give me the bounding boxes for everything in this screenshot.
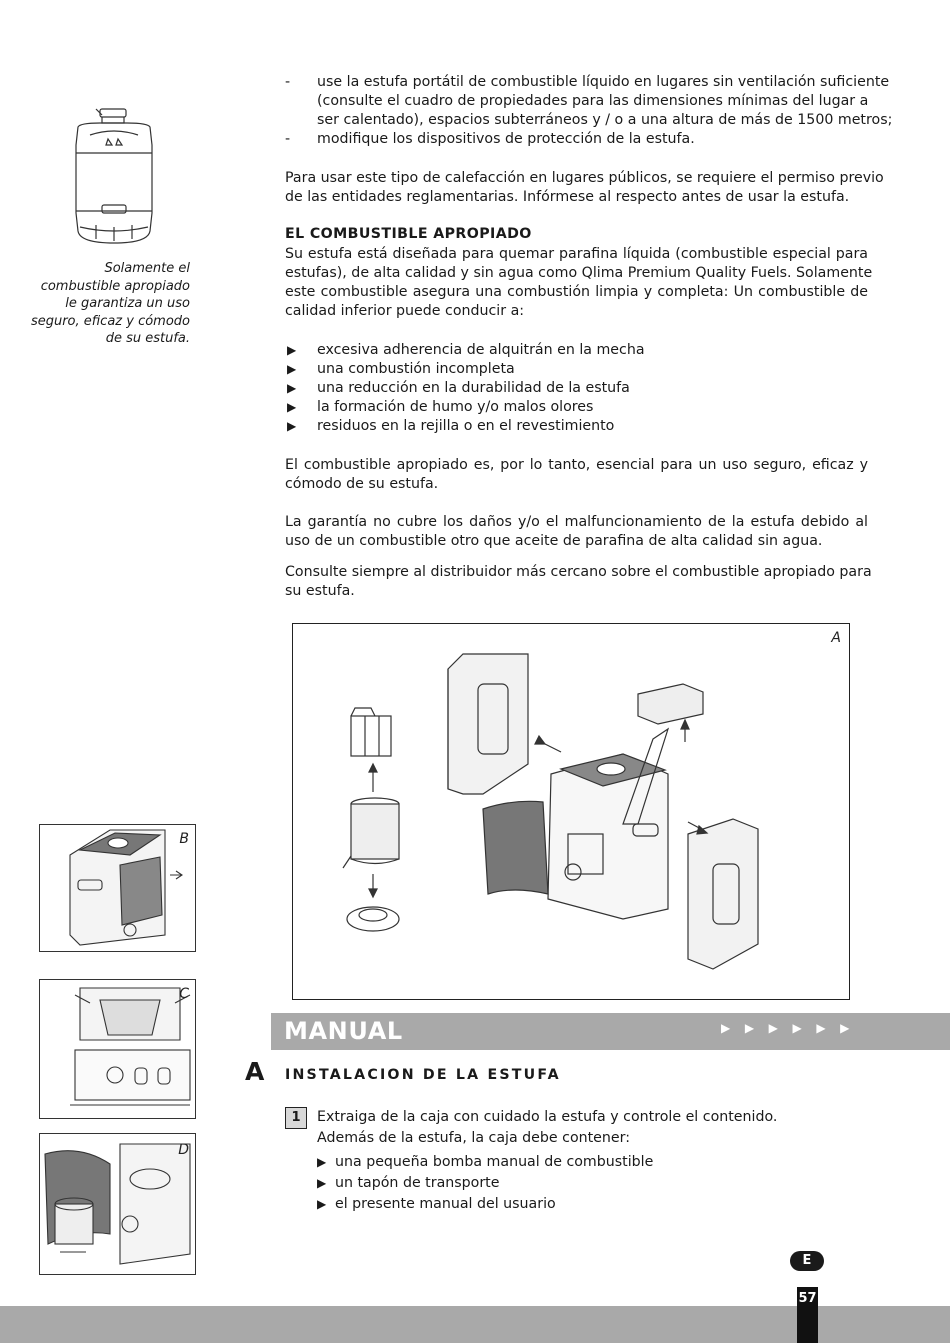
- bullet-arrow-icon: ▶: [287, 419, 297, 433]
- page-number-text: 57: [798, 1291, 817, 1306]
- arrow-right-icon: ▶: [816, 1021, 826, 1035]
- figure-b: [39, 824, 196, 952]
- manual-arrow-row: [721, 1021, 864, 1035]
- figure-label: A: [831, 630, 841, 646]
- text-line: La garantía no cubre los daños y/o el malfuncionamiento de la estufa debido al: [285, 514, 868, 530]
- figure-label: B: [179, 831, 189, 847]
- list-item: una reducción en la durabilidad de la estufa: [317, 380, 630, 396]
- sidebar-caption: [30, 260, 190, 348]
- list-item: un tapón de transporte: [335, 1175, 500, 1191]
- text-line: Su estufa está diseñada para quemar parafina líquida (combustible especial para: [285, 246, 868, 262]
- list-item: excesiva adherencia de alquitrán en la mecha: [317, 342, 645, 358]
- text-line: este combustible asegura una combustión limpia y completa: Un combustible de: [285, 284, 868, 300]
- caption-line: combustible apropiado: [40, 278, 190, 294]
- bullet-arrow-icon: ▶: [287, 381, 297, 395]
- arrow-right-icon: ▶: [792, 1021, 802, 1035]
- text-line: ser calentado), espacios subterráneos y / o a una altura de más de 1500 metros;: [317, 112, 893, 128]
- list-item: la formación de humo y/o malos olores: [317, 399, 594, 415]
- arrow-right-icon: ▶: [768, 1021, 778, 1035]
- list-item: una combustión incompleta: [317, 361, 515, 377]
- manual-title: MANUAL: [284, 1017, 403, 1045]
- caption-line: de su estufa.: [105, 331, 190, 346]
- bullet-arrow-icon: ▶: [287, 400, 297, 414]
- arrow-right-icon: ▶: [744, 1021, 755, 1035]
- figure-d: [39, 1133, 196, 1275]
- bullet-arrow-icon: ▶: [317, 1197, 327, 1211]
- bullet-arrow-icon: ▶: [287, 343, 297, 357]
- caption-line: le garantiza un uso: [65, 296, 190, 311]
- text-line: estufas), de alta calidad y sin agua como Qlima Premium Quality Fuels. Solamente: [285, 265, 873, 281]
- figure-label: C: [179, 986, 189, 1002]
- text-line: uso de un combustible otro que aceite de parafina de alta calidad sin agua.: [285, 533, 823, 549]
- section-title: INSTALACION DE LA ESTUFA: [285, 1067, 561, 1083]
- language-badge: E: [790, 1251, 824, 1271]
- caption-line: seguro, eficaz y cómodo: [30, 313, 190, 329]
- text-line: Para usar este tipo de calefacción en lugares públicos, se requiere el permiso previo: [285, 170, 884, 186]
- figure-c: [39, 979, 196, 1119]
- page-number: [797, 1287, 818, 1343]
- section-letter: A: [245, 1057, 265, 1086]
- text-line: (consulte el cuadro de propiedades para las dimensiones mínimas del lugar a: [317, 93, 869, 109]
- text-line: su estufa.: [285, 583, 355, 599]
- list-item: el presente manual del usuario: [335, 1196, 556, 1212]
- step-number-badge: 1: [285, 1107, 307, 1129]
- text-line: El combustible apropiado es, por lo tanto, esencial para un uso seguro, eficaz y: [285, 457, 868, 473]
- text-line: de las entidades reglamentarias. Infórmese al respecto antes de usar la estufa.: [285, 189, 850, 205]
- fuel-canister-illustration: [70, 105, 160, 245]
- text-line: modifique los dispositivos de protección de la estufa.: [317, 131, 695, 147]
- manual-section-bar: [271, 1013, 950, 1050]
- dash-mark: -: [285, 131, 291, 147]
- list-item: residuos en la rejilla o en el revestimiento: [317, 418, 615, 434]
- arrow-right-icon: ▶: [840, 1021, 850, 1035]
- bullet-arrow-icon: ▶: [317, 1176, 327, 1190]
- figure-label: D: [178, 1142, 189, 1158]
- bullet-arrow-icon: ▶: [317, 1155, 327, 1169]
- fuel-heading: EL COMBUSTIBLE APROPIADO: [285, 226, 532, 242]
- arrow-right-icon: ▶: [721, 1021, 731, 1035]
- figure-a-exploded-stove: [292, 623, 850, 1000]
- text-line: use la estufa portátil de combustible líquido en lugares sin ventilación suficiente: [317, 74, 890, 90]
- list-item: una pequeña bomba manual de combustible: [335, 1154, 654, 1170]
- text-line: Consulte siempre al distribuidor más cercano sobre el combustible apropiado para: [285, 564, 872, 580]
- caption-line: Solamente el: [104, 261, 190, 276]
- text-line: Extraiga de la caja con cuidado la estufa y controle el contenido.: [317, 1109, 778, 1125]
- text-line: calidad inferior puede conducir a:: [285, 303, 525, 319]
- bullet-arrow-icon: ▶: [287, 362, 297, 376]
- dash-mark: -: [285, 74, 291, 90]
- text-line: Además de la estufa, la caja debe contener:: [317, 1130, 630, 1146]
- text-line: cómodo de su estufa.: [285, 476, 439, 492]
